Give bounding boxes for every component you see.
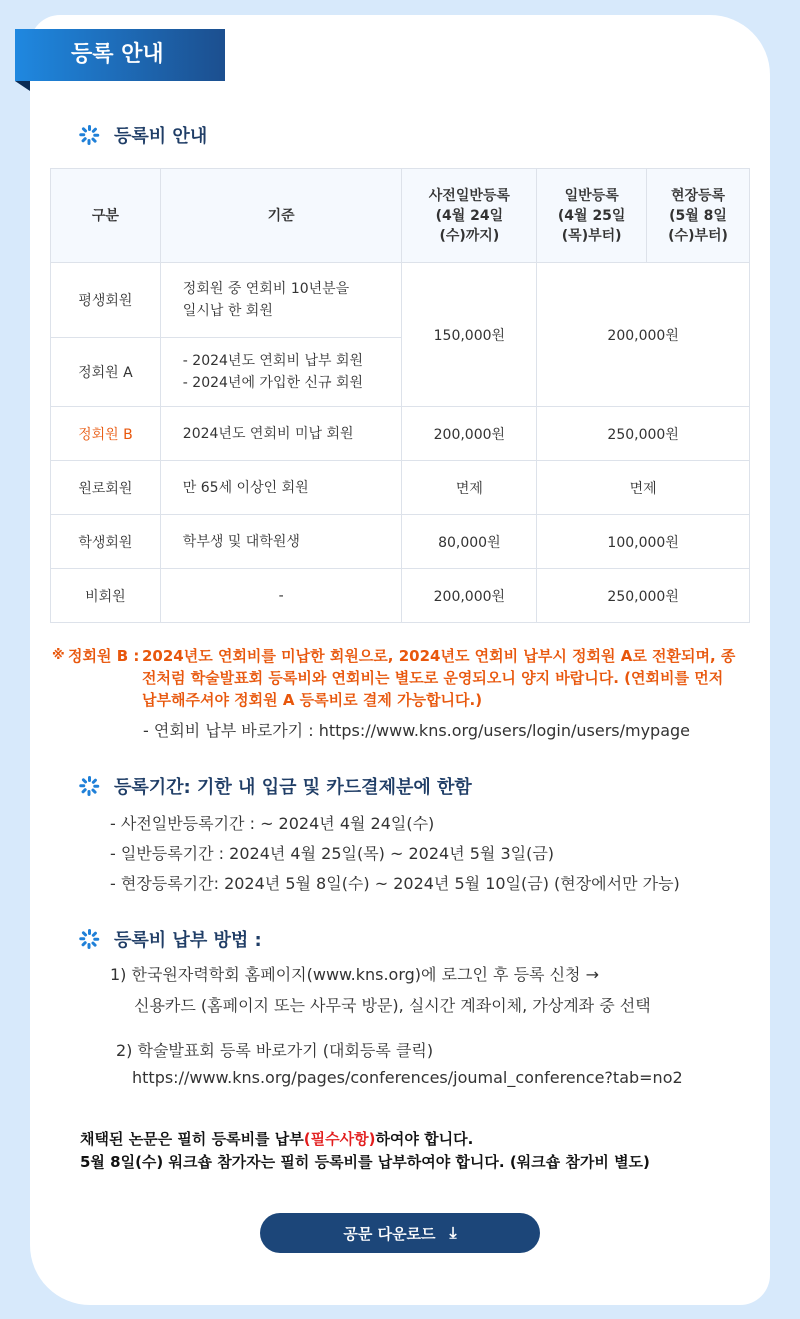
member-type: 학생회원 (51, 515, 161, 569)
notice-text: 하여야 합니다. (375, 1130, 474, 1148)
section-title-label: 등록비 안내 (114, 126, 208, 147)
fee-onsite: 250,000원 (537, 569, 750, 623)
sparkle-icon (78, 928, 100, 950)
required-mark: (필수사항) (303, 1130, 376, 1148)
fee-onsite: 100,000원 (537, 515, 750, 569)
table-header: 기준 (160, 169, 402, 263)
document-download-button[interactable] (260, 1213, 540, 1253)
member-type: 정회원 B (51, 407, 161, 461)
note-body: 2024년도 연회비를 미납한 회원으로, 2024년도 연회비 납부시 정회원 A로 전환되며, 종전처럼 학술발표회 등록비와 연회비는 별도로 운영되오니 양지 바랍니다. (연회비를 먼저 납부해주셔야 정회원 A 등록비로 결제 가능합니다.) (142, 647, 736, 709)
member-type: 원로회원 (51, 461, 161, 515)
conference-registration-link[interactable]: https://www.kns.org/pages/conferences/joumal_conference?tab=no2 (132, 1068, 683, 1087)
notice-text: 채택된 논문은 필히 등록비를 납부 (80, 1130, 304, 1148)
note-asterisk: ※ (52, 648, 65, 663)
table-row (51, 515, 750, 569)
fee-onsite: 250,000원 (537, 407, 750, 461)
fee-onsite: 면제 (537, 461, 750, 515)
fee-pre: 150,000원 (402, 263, 537, 407)
note-head: 정회원 B : (68, 647, 140, 665)
table-header: 현장등록 (5월 8일 (수)부터) (647, 169, 750, 263)
table-row (51, 407, 750, 461)
download-button-label: 공문 다운로드 (343, 1224, 436, 1243)
period-item: - 일반등록기간 : 2024년 4월 25일(목) ~ 2024년 5월 3일(금) (110, 844, 555, 863)
table-header: 사전일반등록 (4월 24일 (수)까지) (402, 169, 537, 263)
fee-pre: 면제 (402, 461, 537, 515)
criteria: 학부생 및 대학원생 (160, 515, 402, 569)
section-title-label: 등록비 납부 방법 : (114, 930, 262, 951)
criteria: 만 65세 이상인 회원 (160, 461, 402, 515)
criteria: 2024년도 연회비 미납 회원 (160, 407, 402, 461)
sparkle-icon (78, 775, 100, 797)
table-header: 구분 (51, 169, 161, 263)
member-type: 정회원 A (51, 338, 161, 407)
table-header-row (51, 169, 750, 263)
fee-pre: 80,000원 (402, 515, 537, 569)
workshop-notice: 5월 8일(수) 워크숍 참가자는 필히 등록비를 납부하여야 합니다. (워크숍 참가비 별도) (80, 1153, 650, 1171)
criteria: 정회원 중 연회비 10년분을 일시납 한 회원 (160, 263, 402, 338)
section-title-fee (78, 122, 207, 148)
period-item: - 사전일반등록기간 : ~ 2024년 4월 24일(수) (110, 814, 435, 833)
criteria: - (160, 569, 402, 623)
table-row (51, 263, 750, 338)
table-row (51, 461, 750, 515)
fee-pre: 200,000원 (402, 407, 537, 461)
page-title: 등록 안내 (15, 29, 225, 81)
required-notice (80, 1128, 473, 1149)
member-type: 비회원 (51, 569, 161, 623)
title-ribbon-fold (15, 81, 30, 91)
section-title-payment (78, 926, 262, 952)
criteria: - 2024년도 연회비 납부 회원 - 2024년에 가입한 신규 회원 (160, 338, 402, 407)
payment-step-1: 1) 한국원자력학회 홈페이지(www.kns.org)에 로그인 후 등록 신청 → (110, 965, 599, 984)
section-title-label: 등록기간: 기한 내 입금 및 카드결제분에 한함 (114, 777, 472, 798)
period-item: - 현장등록기간: 2024년 5월 8일(수) ~ 2024년 5월 10일(금) (현장에서만 가능) (110, 874, 680, 893)
member-type: 평생회원 (51, 263, 161, 338)
payment-step-2: 2) 학술발표회 등록 바로가기 (대회등록 클릭) (116, 1041, 434, 1060)
payment-step-1-detail: 신용카드 (홈페이지 또는 사무국 방문), 실시간 계좌이체, 가상계좌 중 선택 (134, 996, 651, 1015)
section-title-period (78, 773, 472, 799)
sparkle-icon (78, 124, 100, 146)
table-row (51, 569, 750, 623)
table-header: 일반등록 (4월 25일 (목)부터) (537, 169, 647, 263)
fee-table (50, 168, 750, 623)
fee-onsite: 200,000원 (537, 263, 750, 407)
download-icon: ⤓ (449, 1223, 457, 1242)
fee-pre: 200,000원 (402, 569, 537, 623)
membership-fee-link[interactable]: - 연회비 납부 바로가기 : https://www.kns.org/users/login/users/mypage (143, 721, 691, 740)
